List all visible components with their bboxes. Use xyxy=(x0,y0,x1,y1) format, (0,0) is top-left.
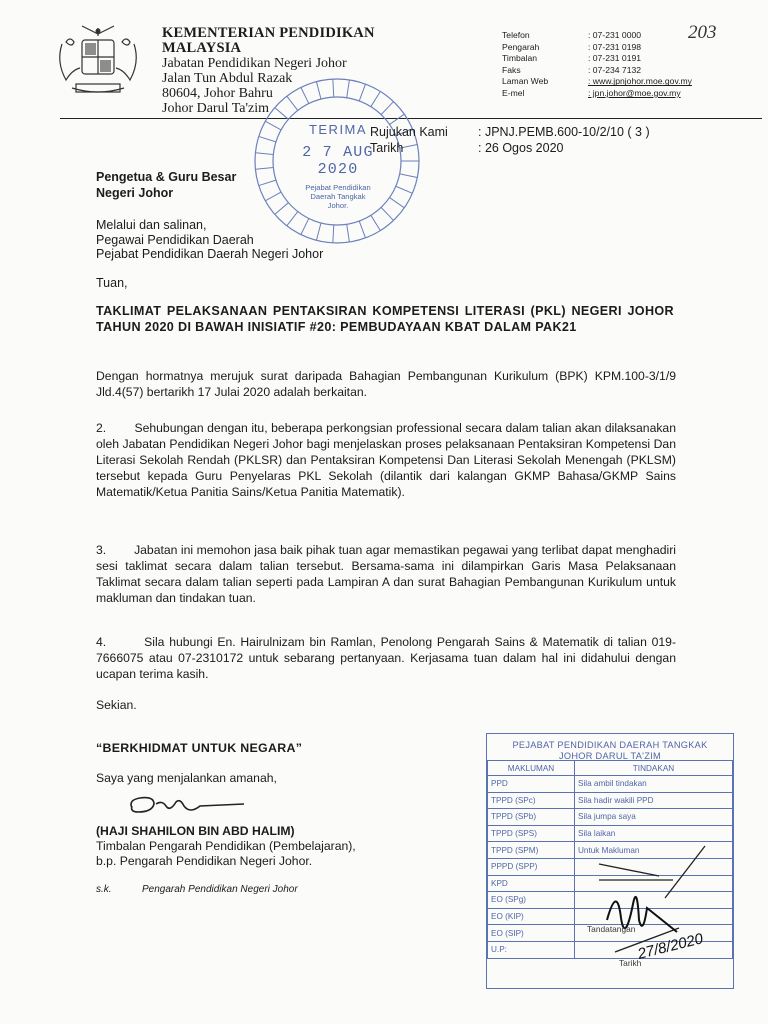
stamp-ring-tick xyxy=(333,225,334,243)
stamp-title: PEJABAT PENDIDIKAN DAERAH TANGKAK xyxy=(512,740,708,750)
recipient-cell: TPPD (SPc) xyxy=(488,792,575,809)
recipient-cell: TPPD (SPb) xyxy=(488,809,575,826)
stamp-ring-tick xyxy=(347,224,350,242)
action-routing-stamp xyxy=(486,733,734,989)
stamp-office-line: Johor. xyxy=(327,201,349,211)
ref-label: Rujukan Kami xyxy=(370,125,448,139)
signatory-name: (HAJI SHAHILON BIN ABD HALIM) xyxy=(96,824,295,838)
column-header-tindakan: TINDAKAN xyxy=(575,761,733,776)
paragraph-number: 4. xyxy=(96,635,107,649)
recipient-cell: EO (SIP) xyxy=(488,925,575,942)
email-link[interactable]: : jpn.johor@moe.gov.my xyxy=(588,87,681,98)
stamp-ring-tick xyxy=(359,84,365,101)
signature-icon xyxy=(124,790,264,822)
stamp-ring-tick xyxy=(390,114,405,124)
stamp-ring-tick xyxy=(359,221,365,238)
stamp-ring-tick xyxy=(381,102,393,115)
paragraph-4 xyxy=(96,634,676,682)
reference-block xyxy=(370,124,650,156)
via-line: Pejabat Pendidikan Daerah Negeri Johor xyxy=(96,247,324,261)
date-label: Tarikh xyxy=(370,141,404,155)
stamp-ring-tick xyxy=(275,108,289,120)
stamp-ring-tick xyxy=(259,180,276,185)
closing-sekian: Sekian. xyxy=(96,698,137,712)
website-link[interactable]: : www.jpnjohor.moe.gov.my xyxy=(588,76,692,87)
ministry-name-line2: MALAYSIA xyxy=(162,40,242,56)
recipient-cell: PPPD (SPP) xyxy=(488,858,575,875)
paragraph-text: Sehubungan dengan itu, beberapa perkongsian professional secara dalam talian akan dilaksanakan oleh Jabatan Pendidikan Negeri Johor bagi menjelaskan proses pelaksanaan Pentaksiran Kompetensi Dan Literasi Sekolah Rendah (PKLSR) dan Pentaksiran Kompetensi Dan Literasi Sekolah Menengah (PKLSM) tersebut kepada Guru Penyelaras PKL Sekolah (dilantik dari kalangan GKMP Bahasa/GKMP Sains Matematik/Ketua Panitia Sains/Ketua Panitia Matematik). xyxy=(96,421,676,499)
ministry-name-line1: KEMENTERIAN PENDIDIKAN xyxy=(162,25,375,41)
stamp-subtitle: JOHOR DARUL TA'ZIM xyxy=(559,750,661,761)
stamp-ring-tick xyxy=(400,174,418,178)
motto: “BERKHIDMAT UNTUK NEGARA” xyxy=(96,741,303,755)
table-row xyxy=(488,776,733,793)
stamp-ring-tick xyxy=(371,91,381,106)
salutation: Tuan, xyxy=(96,276,128,290)
recipient-block xyxy=(96,170,236,201)
recipient-cell: EO (SPg) xyxy=(488,892,575,909)
paragraph-number: 3. xyxy=(96,543,107,557)
paragraph-1: Dengan hormatnya merujuk surat daripada Bahagian Pembangunan Kurikulum (BPK) KPM.100-3/1/9 Jld.4(57) bertarikh 17 Julai 2020 adalah berkaitan. xyxy=(96,369,676,399)
closing-amanah: Saya yang menjalankan amanah, xyxy=(96,771,277,785)
recipient-line1: Pengetua & Guru Besar xyxy=(96,170,237,184)
handwritten-file-number: 203 xyxy=(688,22,717,43)
ref-value: : JPNJ.PEMB.600-10/2/10 ( 3 ) xyxy=(478,125,650,139)
contact-label: Laman Web xyxy=(502,76,549,87)
contact-label: Faks xyxy=(502,64,521,75)
letter-subject: TAKLIMAT PELAKSANAAN PENTAKSIRAN KOMPETENSI LITERASI (PKL) NEGERI JOHOR TAHUN 2020 DI BAWAH INISIATIF #20: PEMBUDAYAAN KBAT DALAM PAK21 xyxy=(96,304,674,334)
contact-value: : 07-231 0191 xyxy=(588,53,642,64)
table-row xyxy=(488,792,733,809)
copy-recipient: Pengarah Pendidikan Negeri Johor xyxy=(142,884,298,895)
address-line: Johor Darul Ta'zim xyxy=(162,101,270,116)
stamp-ring-tick xyxy=(275,203,289,215)
stamp-ring-tick xyxy=(265,192,281,201)
table-row xyxy=(488,809,733,826)
stamp-ring-tick xyxy=(316,82,321,99)
recipient-cell: TPPD (SPS) xyxy=(488,825,575,842)
date-value: : 26 Ogos 2020 xyxy=(478,141,564,155)
action-cell: Sila laikan xyxy=(575,825,733,842)
contact-label: Timbalan xyxy=(502,53,538,64)
action-cell: Untuk Makluman xyxy=(575,842,733,859)
stamp-office-line: Daerah Tangkak xyxy=(310,192,366,202)
signature-label: Tandatangan xyxy=(587,924,636,934)
stamp-date: 2 7 AUG 2020 xyxy=(302,144,374,178)
stamp-ring-tick xyxy=(287,96,298,110)
recipient-cell: EO (KIP) xyxy=(488,908,575,925)
stamp-ring-tick xyxy=(265,121,281,130)
stamp-office-line: Pejabat Pendidikan xyxy=(305,183,371,192)
recipient-cell: TPPD (SPM) xyxy=(488,842,575,859)
paragraph-text: Jabatan ini memohon jasa baik pihak tuan agar memastikan pegawai yang terlibat dapat menghadiri sesi taklimat secara dalam talian tersebut. Bersama-sama ini dilampirkan Garis Masa Pelaksanaan Taklimat secara dalam talian seperti pada Lampiran A dan surat Bahagian Pembangunan Kurikulum untuk makluman dan tindakan tuan. xyxy=(96,543,676,605)
paragraph-2 xyxy=(96,420,676,500)
address-line: Jalan Tun Abdul Razak xyxy=(162,71,293,86)
contact-label: E-mel xyxy=(502,87,525,98)
stamp-ring-tick xyxy=(301,87,309,103)
stamp-ring-tick xyxy=(333,79,334,97)
action-cell: Sila jumpa saya xyxy=(575,809,733,826)
signatory-title: Timbalan Pengarah Pendidikan (Pembelajaran), xyxy=(96,839,356,853)
paragraph-text: Sila hubungi En. Hairulnizam bin Ramlan, Penolong Pengarah Sains & Matematik di talian 019-7666075 atau 07-2310172 untuk sebarang pertanyaan. Kerjasama tuan dalam hal ini didahului dengan ucapan terima kasih. xyxy=(96,635,677,681)
via-block xyxy=(96,218,323,262)
stamp-ring-tick xyxy=(259,136,276,141)
copy-to xyxy=(96,884,298,895)
paragraph-3 xyxy=(96,542,676,606)
action-cell: Sila ambil tindakan xyxy=(575,776,733,793)
contact-value: : 07-231 0198 xyxy=(588,41,642,52)
signatory-block xyxy=(96,824,356,869)
contact-value: : 07-234 7132 xyxy=(588,64,642,75)
stamp-ring-tick xyxy=(347,80,350,98)
copy-label: s.k. xyxy=(96,884,112,895)
action-cell: Sila hadir wakili PPD xyxy=(575,792,733,809)
stamp-word: TERIMA xyxy=(308,122,368,137)
contact-label: Pengarah xyxy=(502,41,540,52)
address-line: Jabatan Pendidikan Negeri Johor xyxy=(162,56,347,71)
address-line: 80604, Johor Bahru xyxy=(162,86,273,101)
recipient-cell: U.P: xyxy=(488,941,575,958)
stamp-ring-tick xyxy=(255,167,273,169)
stamp-ring-tick xyxy=(371,215,381,230)
via-line: Melalui dan salinan, xyxy=(96,218,207,232)
recipient-line2: Negeri Johor xyxy=(96,185,174,200)
contact-label: Telefon xyxy=(502,30,530,40)
stamp-ring-tick xyxy=(255,153,273,155)
recipient-cell: KPD xyxy=(488,875,575,892)
stamp-ring-tick xyxy=(396,186,413,193)
via-line: Pegawai Pendidikan Daerah xyxy=(96,232,254,247)
recipient-cell: PPD xyxy=(488,776,575,793)
stamp-ring-tick xyxy=(390,198,405,208)
handwritten-date: 27/8/2020 xyxy=(635,930,705,963)
coat-of-arms-icon xyxy=(52,22,144,102)
column-header-makluman: MAKLUMAN xyxy=(488,761,575,776)
contact-value: : 07-231 0000 xyxy=(588,30,642,40)
signatory-title: b.p. Pengarah Pendidikan Negeri Johor. xyxy=(96,854,313,868)
date-label: Tarikh xyxy=(619,958,642,968)
paragraph-number: 2. xyxy=(96,421,107,435)
